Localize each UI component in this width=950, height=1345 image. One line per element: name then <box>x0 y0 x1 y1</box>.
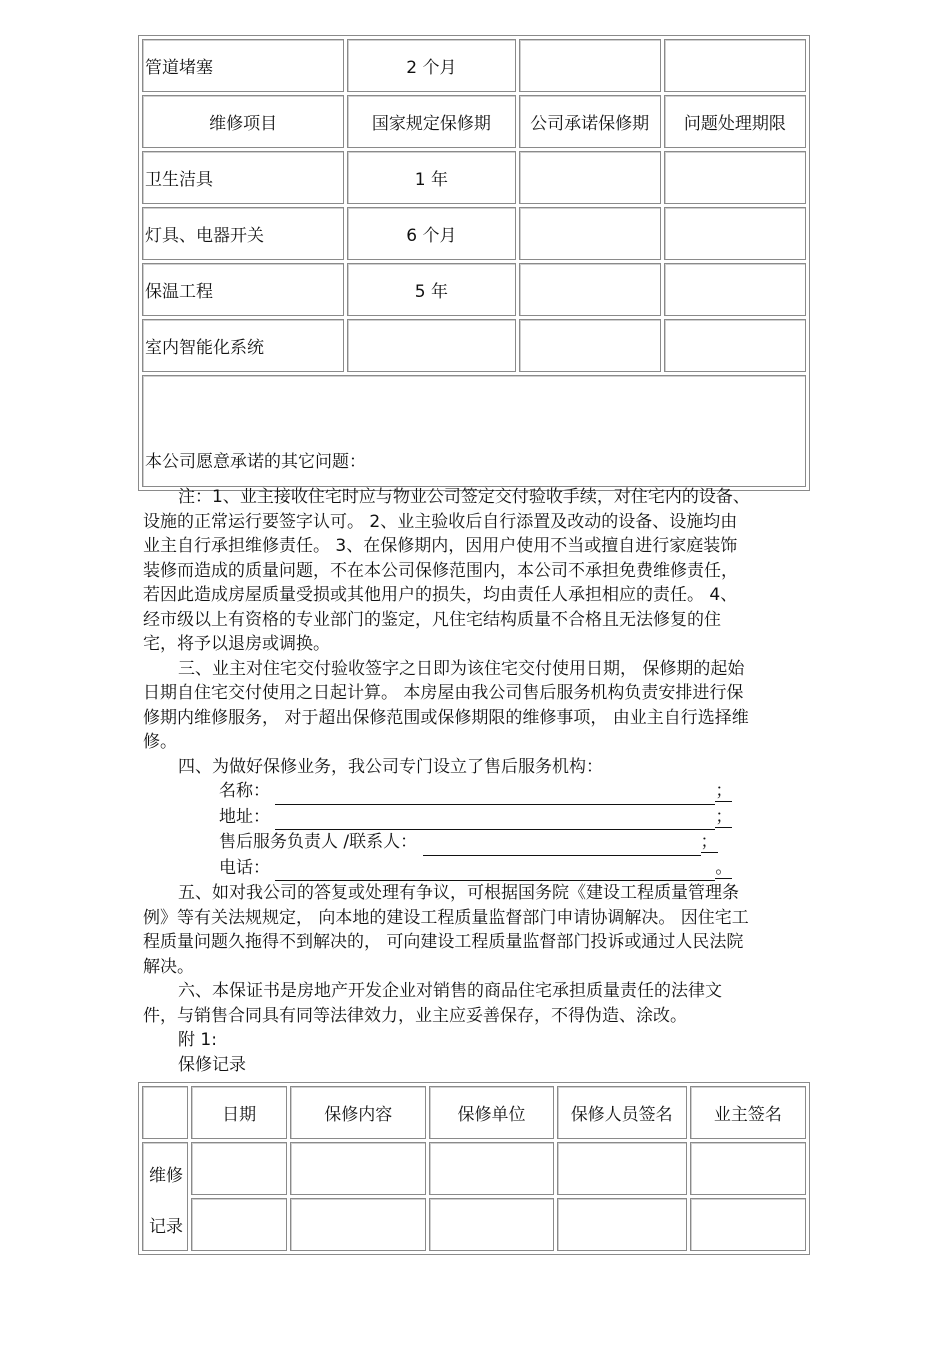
cell-deadline <box>664 39 806 92</box>
header-item: 维修项目 <box>142 95 344 148</box>
section5-line: 解决。 <box>143 956 194 977</box>
cell-deadline <box>664 263 806 316</box>
section6-line: 件，与销售合同具有同等法律效力，业主应妥善保存，不得伪造、涂改。 <box>143 1005 687 1026</box>
cell-period: 6 个月 <box>347 207 515 260</box>
name-end: ； <box>715 781 733 801</box>
cell-item: 灯具、电器开关 <box>142 207 344 260</box>
record-header-owner-sign: 业主签名 <box>690 1086 806 1139</box>
table-row <box>142 207 806 260</box>
address-label: 地址： <box>219 806 270 827</box>
cell-company-period <box>519 151 661 204</box>
contact-end: ； <box>700 832 718 852</box>
cell-deadline <box>664 151 806 204</box>
section6-line: 六、本保证书是房地产开发企业对销售的商品住宅承担质量责任的法律文 <box>178 981 722 1001</box>
record-header-content: 保修内容 <box>290 1086 426 1139</box>
cell-period: 1 年 <box>347 151 515 204</box>
cell-item: 管道堵塞 <box>142 39 344 92</box>
section3-line: 修。 <box>143 732 177 752</box>
record-row <box>142 1142 806 1195</box>
record-cell[interactable] <box>690 1198 806 1251</box>
contact-blank[interactable] <box>423 837 701 856</box>
cell-company-period <box>519 39 661 92</box>
section3-line: 日期自住宅交付使用之日起计算。 本房屋由我公司售后服务机构负责安排进行保 <box>143 683 744 703</box>
record-cell[interactable] <box>290 1142 426 1195</box>
section3-line: 三、业主对住宅交付验收签字之日即为该住宅交付使用日期， 保修期的起始 <box>178 658 745 679</box>
table-row <box>142 319 806 372</box>
cell-period <box>347 319 515 372</box>
section5-line: 程质量问题久拖得不到解决的， 可向建设工程质量监督部门投诉或通过人民法院 <box>143 932 744 952</box>
address-blank[interactable] <box>275 811 715 830</box>
table-row <box>142 263 806 316</box>
cell-period: 2 个月 <box>347 39 515 92</box>
record-header-row <box>142 1086 806 1139</box>
maintenance-record-table <box>138 1082 810 1255</box>
record-cell[interactable] <box>191 1142 287 1195</box>
table-row <box>142 151 806 204</box>
record-cell[interactable] <box>429 1198 553 1251</box>
note-line: 装修而造成的质量问题，不在本公司保修范围内，本公司不承担免费维修责任， <box>143 560 738 581</box>
cell-item: 卫生洁具 <box>142 151 344 204</box>
address-field-row <box>143 805 815 831</box>
phone-blank[interactable] <box>275 862 715 881</box>
cell-deadline <box>664 207 806 260</box>
cell-company-period <box>519 263 661 316</box>
contact-label: 售后服务负责人 /联系人： <box>219 832 418 852</box>
table-header-row <box>142 95 806 148</box>
table-row <box>142 375 806 487</box>
header-national-period: 国家规定保修期 <box>347 95 515 148</box>
note-line: 设施的正常运行要签字认可。 2、业主验收后自行添置及改动的设备、设施均由 <box>143 511 738 532</box>
cell-period: 5 年 <box>347 263 515 316</box>
record-header-date: 日期 <box>191 1086 287 1139</box>
section5-line: 五、如对我公司的答复或处理有争议，可根据国务院《建设工程质量管理条 <box>178 883 739 903</box>
phone-end: 。 <box>715 857 733 878</box>
section3-line: 修期内维修服务， 对于超出保修范围或保修期限的维修事项， 由业主自行选择维 <box>143 707 749 728</box>
note-line: 宅，将予以退房或调换。 <box>143 634 330 654</box>
record-cell[interactable] <box>290 1198 426 1251</box>
record-title: 保修记录 <box>178 1054 246 1075</box>
record-header-staff-sign: 保修人员签名 <box>557 1086 687 1139</box>
record-cell[interactable] <box>557 1142 687 1195</box>
attachment-label: 附 1: <box>178 1030 217 1050</box>
side-label-1: 维修 <box>149 1166 183 1186</box>
note-line: 注：1、业主接收住宅时应与物业公司签定交付验收手续，对住宅内的设备、 <box>178 487 750 507</box>
side-label-2: 记录 <box>149 1217 183 1237</box>
contact-field-row <box>143 830 815 856</box>
name-label: 名称： <box>219 781 270 801</box>
cell-item: 保温工程 <box>142 263 344 316</box>
name-field-row <box>143 779 815 805</box>
other-commitments-cell: 本公司愿意承诺的其它问题： <box>142 375 806 487</box>
cell-company-period <box>519 319 661 372</box>
warranty-period-table <box>138 35 810 491</box>
address-end: ； <box>715 806 733 827</box>
record-side-label <box>142 1142 188 1251</box>
phone-field-row <box>143 856 815 882</box>
cell-company-period <box>519 207 661 260</box>
record-row <box>142 1198 806 1251</box>
section4-title: 四、为做好保修业务，我公司专门设立了售后服务机构： <box>178 756 603 777</box>
cell-deadline <box>664 319 806 372</box>
header-company-period: 公司承诺保修期 <box>519 95 661 148</box>
phone-label: 电话： <box>219 857 270 878</box>
record-cell[interactable] <box>191 1198 287 1251</box>
notes-block <box>143 485 815 1077</box>
record-cell[interactable] <box>557 1198 687 1251</box>
record-header-unit: 保修单位 <box>429 1086 553 1139</box>
cell-item: 室内智能化系统 <box>142 319 344 372</box>
table-row <box>142 39 806 92</box>
note-line: 经市级以上有资格的专业部门的鉴定，凡住宅结构质量不合格且无法修复的住 <box>143 609 721 630</box>
record-cell[interactable] <box>429 1142 553 1195</box>
header-deadline: 问题处理期限 <box>664 95 806 148</box>
record-header-blank <box>142 1086 188 1139</box>
note-line: 业主自行承担维修责任。 3、在保修期内，因用户使用不当或擅自进行家庭装饰 <box>143 536 738 556</box>
note-line: 若因此造成房屋质量受损或其他用户的损失，均由责任人承担相应的责任。 4、 <box>143 585 738 605</box>
name-blank[interactable] <box>275 786 715 805</box>
record-cell[interactable] <box>690 1142 806 1195</box>
section5-line: 例》等有关法规规定， 向本地的建设工程质量监督部门申请协调解决。 因住宅工 <box>143 907 749 928</box>
